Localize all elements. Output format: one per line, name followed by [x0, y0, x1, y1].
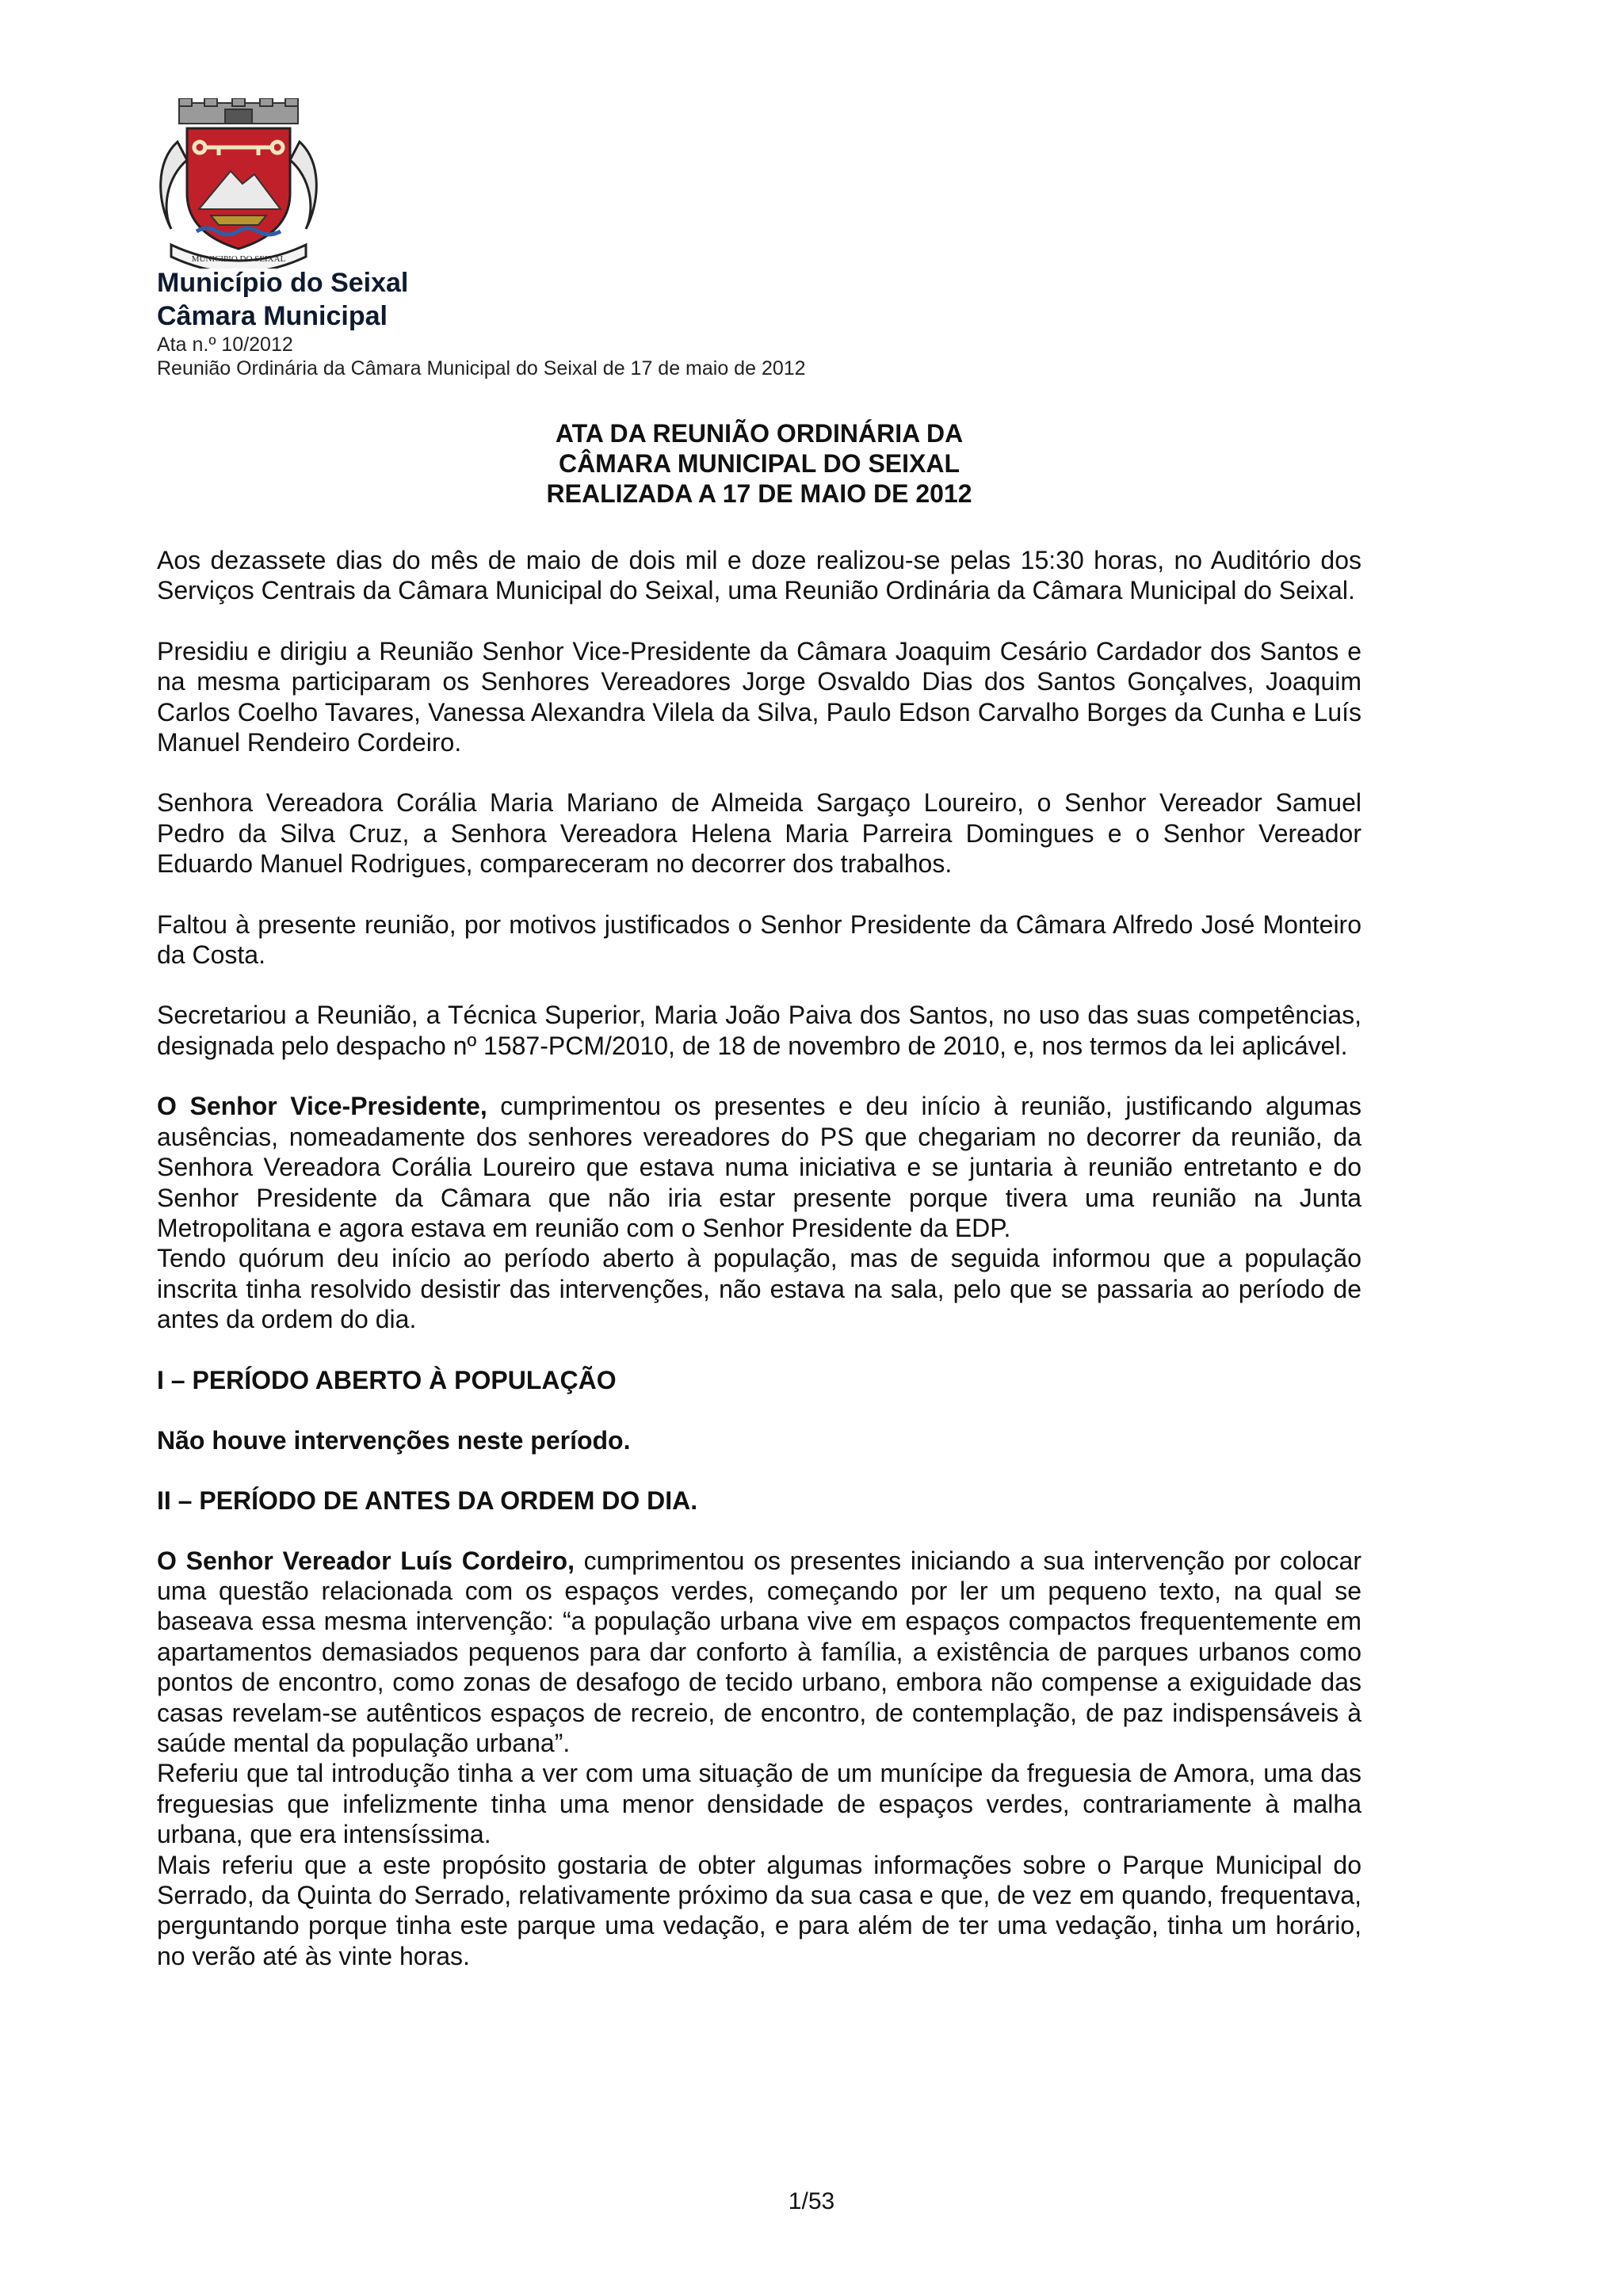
speaker-luis-cordeiro: O Senhor Vereador Luís Cordeiro, — [157, 1546, 575, 1575]
title-line-2: CÂMARA MUNICIPAL DO SEIXAL — [558, 449, 960, 478]
left-supporter — [161, 142, 187, 229]
paragraph-opening: Aos dezassete dias do mês de maio de dois mil e doze realizou-se pelas 15:30 horas, no Auditório dos Serviços Centrais da Câmara Municipal do Seixal, uma Reunião Ordinária da Câmara Municipal do Seixal. — [157, 546, 1361, 605]
minute-number: Ata n.º 10/2012 — [157, 334, 293, 356]
coat-of-arms-logo — [155, 98, 322, 269]
paragraph-amora: Referiu que tal introdução tinha a ver com uma situação de um munícipe da freguesia de Amora, uma das freguesias que infelizmente tinha uma menor densidade de espaços verdes, contrariamente à malha urbana, que era intensíssima. — [157, 1759, 1361, 1849]
section-heading-2: II – PERÍODO DE ANTES DA ORDEM DO DIA. — [157, 1486, 698, 1515]
paragraph-late-arrivals: Senhora Vereadora Corália Maria Mariano de Almeida Sargaço Loureiro, o Senhor Vereador Samuel Pedro da Silva Cruz, a Senhora Vereadora Helena Maria Parreira Domingues e o Senhor Vereador Eduardo Manuel Rodrigues, compareceram no decorrer dos trabalhos. — [157, 788, 1361, 879]
section-heading-1: I – PERÍODO ABERTO À POPULAÇÃO — [157, 1365, 617, 1394]
vice-president-text: cumprimentou os presentes e deu início à reunião, justificando algumas ausências, nomeadamente dos senhores vereadores do PS que chegariam no decorrer da reunião, da Senhora Vereadora Corália Loureiro que estava numa iniciativa e se juntaria à reunião entretanto e do Senhor Presidente da Câmara que não iria estar presente porque tivera uma reunião na Junta Metropolitana e agora estava em reunião com o Senhor Presidente da EDP. — [157, 1092, 1362, 1242]
paragraph-quorum: Tendo quórum deu início ao período aberto à população, mas de seguida informou que a população inscrita tinha resolvido desistir das intervenções, não estava na sala, pelo que se passaria ao período de antes da ordem do dia. — [157, 1244, 1361, 1334]
right-supporter — [290, 142, 316, 229]
paragraph-secretary: Secretariou a Reunião, a Técnica Superior, Maria João Paiva dos Santos, no uso das suas competências, designada pelo despacho nº 1587-PCM/2010, de 18 de novembro de 2010, e, nos termos da lei aplicável. — [157, 1001, 1361, 1060]
motto-text: MUNICIPIO DO SEIXAL — [191, 254, 286, 264]
meeting-description: Reunião Ordinária da Câmara Municipal do Seixal de 17 de maio de 2012 — [157, 357, 806, 379]
document-title — [157, 418, 1361, 509]
document-body — [157, 545, 1361, 1971]
paragraph-presidency: Presidiu e dirigiu a Reunião Senhor Vice-Presidente da Câmara Joaquim Cesário Cardador dos Santos e na mesma participaram os Senhores Vereadores Jorge Osvaldo Dias dos Santos Gonçalves, Joaquim Carlos Coelho Tavares, Vanessa Alexandra Vilela da Silva, Paulo Edson Carvalho Borges da Cunha e Luís Manuel Rendeiro Cordeiro. — [157, 636, 1361, 757]
boat-emblem — [211, 215, 266, 225]
council-name: Câmara Municipal — [157, 301, 388, 331]
document-header — [157, 266, 1108, 380]
paragraph-absence: Faltou à presente reunião, por motivos justificados o Senhor Presidente da Câmara Alfredo José Monteiro da Costa. — [157, 910, 1361, 970]
municipality-name: Município do Seixal — [157, 268, 409, 298]
section-1-note: Não houve intervenções neste período. — [157, 1425, 631, 1455]
paragraph-serrado-park: Mais referiu que a este propósito gostaria de obter algumas informações sobre o Parque Municipal do Serrado, da Quinta do Serrado, relativamente próximo da sua casa e que, de vez em quando, frequentava, perguntando porque tinha este parque uma vedação, e para além de ter uma vedação, tinha um horário, no verão até às vinte horas. — [157, 1850, 1361, 1970]
page-number: 1/53 — [788, 2188, 835, 2214]
title-line-3: REALIZADA A 17 DE MAIO DE 2012 — [546, 479, 972, 508]
paragraph-vice-president — [157, 1091, 1361, 1243]
title-line-1: ATA DA REUNIÃO ORDINÁRIA DA — [555, 419, 964, 448]
luis-cordeiro-text: cumprimentou os presentes iniciando a sua intervenção por colocar uma questão relacionada com os espaços verdes, começando por ler um pequeno texto, na qual se baseava essa mesma intervenção: “a população urbana vive em espaços compactos frequentemente em apartamentos demasiados pequenos para dar conforto à família, a existência de parques urbanos como pontos de encontro, como zonas de desafogo de tecido urbano, embora não compense a exiguidade das casas revelam-se autênticos espaços de recreio, de encontro, de contemplação, de paz indispensáveis à saúde mental da população urbana”. — [157, 1546, 1362, 1757]
mural-crown — [179, 98, 298, 124]
speaker-vice-president: O Senhor Vice-Presidente, — [157, 1092, 487, 1121]
paragraph-councillor-cordeiro — [157, 1546, 1361, 1759]
